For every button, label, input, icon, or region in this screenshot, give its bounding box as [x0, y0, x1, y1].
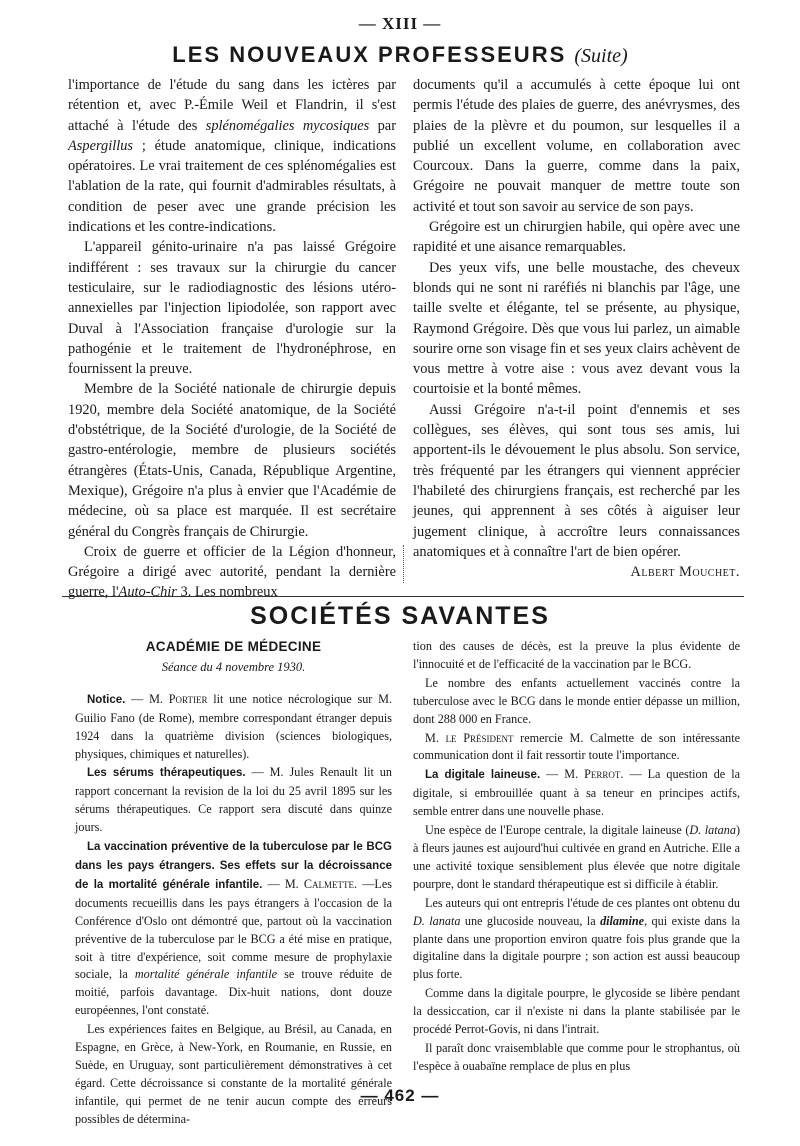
author-signature: Albert Mouchet.: [630, 564, 740, 581]
article-suite: (Suite): [574, 45, 628, 67]
top-left-column: [68, 75, 396, 603]
paragraph: La vaccination préventive de la tuberculose par le BCG dans les pays étrangers. Ses effets sur la décroissance de la mortalité générale infantile. — M. Calmette. —Les documents recueillis dans les pays étrangers à l'occasion de la Conférence d'Oslo ont démontré que, partout où la vaccination préventive de la tuberculose par le BCG a été mise en pratique, soit à titre d'expérience, soit comme mesure de prophylaxie sociale, la mortalité générale infantile se trouve réduite de moitié, parfois davantage. Dix-huit nations, dont douze européennes, l'ont constaté.: [75, 841, 392, 1018]
paragraph: tion des causes de décès, est la preuve la plus évidente de l'innocuité et de l'efficacité de la vaccination par le BCG.: [413, 639, 740, 671]
seance-date: Séance du 4 novembre 1930.: [161, 659, 306, 674]
paragraph: Notice. — M. Portier lit une notice nécrologique sur M. Guilio Fano (de Rome), membre correspondant étranger depuis 1924 dans la quatrième division (sciences biologiques, physiques, chimiques et naturelles).: [75, 691, 392, 761]
paragraph: M. le Président remercie M. Calmette de son intéressante communication dont il fait ressortir toute l'importance.: [413, 730, 740, 763]
paragraph: Des yeux vifs, une belle moustache, des cheveux blonds qui ne sont ni raréfiés ni blanchis par l'âge, une taille svelte et élégante, tel se présente, au physique, Raymond Grégoire. Dès que vous lui parlez, un aimable sourire orne son visage fin et ses yeux clairs achèvent de vous mettre à votre aise : vous avez devant vous la courtoisie et la bonté mêmes.: [413, 259, 740, 398]
paragraph: Croix de guerre et officier de la Légion d'honneur, Grégoire a dirigé avec autorité, pendant la dernière guerre, l'Auto-Chir 3. Les nombreux: [68, 543, 396, 601]
paragraph: Le nombre des enfants actuellement vaccinés contre la tuberculose avec le BCG dans le monde entier dépasse un million, dont 288 000 en France.: [413, 675, 740, 726]
paragraph: Les auteurs qui ont entrepris l'étude de ces plantes ont obtenu du D. lanata une glucoside nouveau, la dilamine, qui existe dans la plante dans une proportion environ quatre fois plus grande que la digitaline dans la digitale pourpre ; son action est aussi beaucoup plus forte.: [413, 895, 741, 982]
paragraph: La digitale laineuse. — M. Perrot. — La question de la digitale, si embrouillée quant à sa teneur en principes actifs, semble entrer dans une nouvelle phase.: [413, 767, 740, 819]
section-title: SOCIÉTÉS SAVANTES: [250, 602, 550, 630]
academy-heading: ACADÉMIE DE MÉDECINE: [145, 639, 322, 654]
paragraph: Il paraît donc vraisemblable que comme pour le strophantus, où l'espèce à ouabaïne remplace de plus en plus: [413, 1040, 740, 1073]
section-divider: [62, 596, 744, 597]
column-divider: [403, 545, 408, 583]
paragraph: L'appareil génito-urinaire n'a pas laissé Grégoire indifférent : ses travaux sur la chirurgie du cancer testiculaire, sur le radiodiagnostic des lésions utéro-annexielles par l'injection lipiodolée, son rapport avec Duval à l'Association française d'urologie sur la pathogénie et le traitement de l'hydronéphrose, en fournissent la preuve.: [68, 239, 396, 378]
paragraph: l'importance de l'étude du sang dans les ictères par rétention et, avec P.-Émile Weil et Flandrin, il s'est attaché à l'étude des splénomégalies mycosiques par Aspergillus ; étude anatomique, clinique, indications opératoires. Le vrai traitement de ces splénomégalies est l'ablation de la rate, qui fournit d'admirables résultats, à condition de peser avec une grande précision les indications et les contre-indications.: [68, 77, 396, 236]
paragraph: Les expériences faites en Belgique, au Brésil, au Canada, en Espagne, en Grèce, à New-York, en Roumanie, en Russie, en Suède, en Uruguay, sont particulièrement démonstratives à cet égard. Cette décroissance si constante de la mortalité générale infantile, qui permet de ne tenir aucun compte des erreurs possibles de détermina-: [75, 1022, 392, 1126]
bottom-right-column: [413, 638, 740, 1076]
paragraph: Aussi Grégoire n'a-t-il point d'ennemis et ses collègues, ses élèves, qui sont tous ses amis, lui apportent-ils le dévouement le plus absolu. Son service, très fréquenté par les étrangers qui viennent apprécier l'habileté des chirurgiens français, est recherché par les jeunes, qui apprennent à ses côtés à aiguiser leur jugement clinique, à accroître leurs connaissances anatomiques et à connaître l'art de bien opérer.: [413, 401, 740, 560]
article-title: LES NOUVEAUX PROFESSEURS: [172, 42, 567, 67]
paragraph: Une espèce de l'Europe centrale, la digitale laineuse (D. latana) à fleurs jaunes est aujourd'hui cultivée en grand en Autriche. Elle a une activité toxique sensiblement plus élevée que notre digitale pourpre, dont le standard thérapeutique est si difficile à établir.: [413, 823, 740, 891]
page-number-bottom: — 462 —: [360, 1086, 440, 1105]
page-number-top: — XIII —: [358, 14, 442, 33]
paragraph: documents qu'il a accumulés à cette époque lui ont permis l'étude des plaies de guerre, des anévrysmes, des plaies de la plèvre et du poumon, sur lesquelles il a publié un excellent volume, en collaboration avec Courcoux. Dans la guerre, comme dans la paix, Grégoire ne pouvait manquer de mettre toute son activité et tout son savoir au service de son pays.: [413, 77, 740, 215]
paragraph: Membre de la Société nationale de chirurgie depuis 1920, membre dela Société anatomique, de la Société d'obstétrique, de la Société d'urologie, de la Société de gastro-entérologie, membre de plusieurs sociétés étrangères (États-Unis, Canada, République Argentine, Mexique), Grégoire n'a plus à envier que l'Académie de médecine, où sa place est marquée. Il est secrétaire général du Congrès français de Chirurgie.: [68, 381, 396, 540]
top-right-column: [413, 75, 740, 582]
paragraph: Comme dans la digitale pourpre, le glycoside se libère pendant la dessiccation, car il n'existe ni dans la plante stabilisée par le procédé Perrot-Govis, ni dans l'intrait.: [413, 986, 740, 1037]
paragraph: Grégoire est un chirurgien habile, qui opère avec une rapidité et une aisance remarquables.: [413, 219, 740, 256]
paragraph: Les sérums thérapeutiques. — M. Jules Renault lit un rapport concernant la revision de la loi du 25 avril 1895 sur les sérums thérapeutiques. Ce rapport sera discuté dans quinze jours.: [75, 765, 392, 835]
article-header: [0, 42, 800, 68]
bottom-left-column: [75, 638, 392, 1129]
